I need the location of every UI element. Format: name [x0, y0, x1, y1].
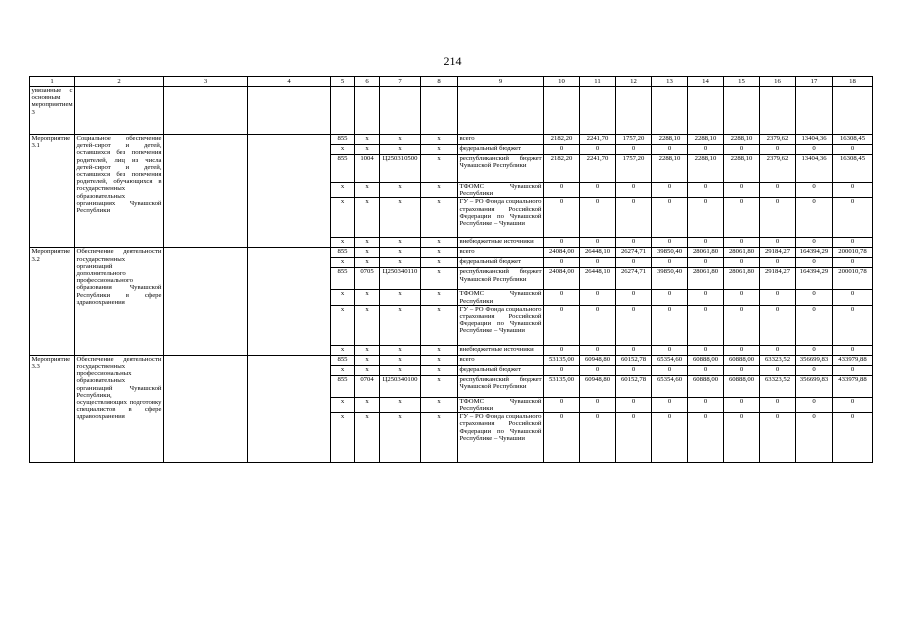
amount-cell: 0	[724, 413, 760, 463]
amount-cell: 0	[652, 238, 688, 248]
amount-cell: 0	[652, 290, 688, 305]
empty-cell	[164, 355, 248, 462]
amount-cell: 0	[760, 258, 796, 268]
amount-cell: 0	[580, 290, 616, 305]
target-article-code: x	[380, 397, 421, 412]
amount-cell: 0	[616, 413, 652, 463]
amount-cell: 0	[724, 238, 760, 248]
funding-source: ТФОМС Чувашской Республики	[459, 397, 542, 413]
grbs-code: 855	[331, 375, 355, 397]
amount-cell: 0	[724, 290, 760, 305]
expense-type-code: x	[421, 248, 458, 258]
budget-table	[29, 76, 873, 463]
amount-cell: 0	[796, 413, 833, 463]
funding-source: федеральный бюджет	[458, 258, 544, 268]
amount-cell: 0	[796, 183, 833, 198]
amount-cell: 0	[616, 345, 652, 355]
expense-type-code: x	[421, 183, 458, 198]
amount-cell: 0	[688, 345, 724, 355]
column-header: 2	[75, 77, 164, 87]
amount-cell: 2288,10	[724, 135, 760, 145]
amount-cell: 28061,80	[724, 268, 760, 290]
column-header: 1	[30, 77, 75, 87]
table-row	[30, 135, 873, 145]
expense-type-code: x	[421, 198, 458, 238]
amount-cell: 0	[616, 258, 652, 268]
expense-type-code: x	[421, 238, 458, 248]
column-header: 16	[760, 77, 796, 87]
amount-cell: 0	[724, 145, 760, 155]
column-header: 15	[724, 77, 760, 87]
amount-cell: 356699,83	[796, 355, 833, 365]
amount-cell: 0	[833, 345, 873, 355]
amount-cell: 60888,00	[724, 355, 760, 365]
expense-type-code: x	[421, 155, 458, 183]
amount-cell: 0	[652, 365, 688, 375]
expense-type-code: x	[421, 355, 458, 365]
funding-source: внебюджетные источники	[458, 345, 544, 355]
amount-cell: 433979,88	[833, 355, 873, 365]
amount-cell: 2288,10	[688, 135, 724, 145]
amount-cell: 0	[544, 413, 580, 463]
amount-cell: 60152,78	[616, 375, 652, 397]
amount-cell: 1757,20	[616, 135, 652, 145]
target-article-code: Ц250340110	[380, 268, 421, 290]
section-code: x	[355, 397, 380, 412]
expense-type-code: x	[421, 145, 458, 155]
amount-cell: 0	[544, 345, 580, 355]
column-header: 11	[580, 77, 616, 87]
target-article-code: x	[380, 305, 421, 345]
amount-cell: 0	[616, 290, 652, 305]
funding-source: всего	[458, 248, 544, 258]
amount-cell: 60888,00	[724, 375, 760, 397]
amount-cell: 164394,29	[796, 268, 833, 290]
amount-cell: 26274,71	[616, 248, 652, 258]
amount-cell: 0	[760, 183, 796, 198]
funding-source: ГУ – РО Фонда социального страхования Российской Федерации по Чувашской Республике – Чувашии	[458, 198, 544, 238]
column-header: 17	[796, 77, 833, 87]
amount-cell: 0	[760, 413, 796, 463]
amount-cell: 0	[652, 258, 688, 268]
amount-cell: 0	[688, 238, 724, 248]
amount-cell: 0	[544, 183, 580, 198]
amount-cell: 0	[652, 305, 688, 345]
target-article-code: x	[380, 145, 421, 155]
funding-source: ГУ – РО Фонда социального страхования Российской Федерации по Чувашской Республике – Чувашии	[458, 413, 544, 463]
amount-cell: 0	[688, 290, 724, 305]
amount-cell: 0	[833, 413, 873, 463]
amount-cell: 16308,45	[833, 135, 873, 145]
amount-cell: 0	[760, 365, 796, 375]
amount-cell: 2241,70	[580, 155, 616, 183]
amount-cell: 2288,10	[724, 155, 760, 183]
amount-cell: 26448,10	[580, 248, 616, 258]
amount-cell: 0	[580, 397, 616, 412]
amount-cell: 16308,45	[833, 155, 873, 183]
empty-cell	[248, 355, 331, 462]
measure-description: Социальное обеспечение детей-сирот и детей, оставшихся без попечения родителей, лиц из числа детей-сирот и детей, оставшихся без попечения родителей, обучающихся в государственных образовательных организациях Чувашской Республики	[75, 135, 164, 248]
amount-cell: 0	[652, 183, 688, 198]
expense-type-code: x	[421, 135, 458, 145]
amount-cell: 24084,00	[544, 268, 580, 290]
amount-cell: 0	[688, 183, 724, 198]
amount-cell: 0	[796, 258, 833, 268]
column-header: 4	[248, 77, 331, 87]
target-article-code: x	[380, 198, 421, 238]
measure-description: Обеспечение деятельности государственных профессиональных образовательных организаций Чувашской Республики, осуществляющих подготовку специалистов в сфере здравоохранения	[75, 355, 164, 462]
column-header: 6	[355, 77, 380, 87]
amount-cell: 0	[760, 198, 796, 238]
grbs-code: x	[331, 290, 355, 305]
column-header: 5	[331, 77, 355, 87]
column-header: 18	[833, 77, 873, 87]
grbs-code: x	[331, 145, 355, 155]
funding-source: республиканский бюджет Чувашской Республики	[458, 375, 544, 397]
section-code: x	[355, 365, 380, 375]
amount-cell: 0	[796, 290, 833, 305]
grbs-code: 855	[331, 355, 355, 365]
section-code: x	[355, 198, 380, 238]
amount-cell: 53135,00	[544, 355, 580, 365]
column-header: 7	[380, 77, 421, 87]
amount-cell: 0	[688, 198, 724, 238]
amount-cell: 0	[580, 183, 616, 198]
grbs-code: x	[331, 397, 355, 412]
amount-cell: 60888,00	[688, 355, 724, 365]
section-code: x	[355, 355, 380, 365]
expense-type-code: x	[421, 365, 458, 375]
amount-cell: 0	[833, 145, 873, 155]
target-article-code: Ц250310500	[380, 155, 421, 183]
section-code: x	[355, 413, 380, 463]
amount-cell: 0	[580, 413, 616, 463]
target-article-code: x	[380, 365, 421, 375]
amount-cell: 0	[796, 305, 833, 345]
amount-cell: 0	[580, 345, 616, 355]
amount-cell: 0	[616, 198, 652, 238]
section-code: 0705	[355, 268, 380, 290]
grbs-code: 855	[331, 268, 355, 290]
amount-cell: 39850,40	[652, 248, 688, 258]
amount-cell: 433979,88	[833, 375, 873, 397]
amount-cell: 0	[616, 183, 652, 198]
target-article-code: x	[380, 290, 421, 305]
amount-cell: 0	[544, 290, 580, 305]
amount-cell: 0	[580, 145, 616, 155]
amount-cell: 2288,10	[652, 135, 688, 145]
target-article-code: x	[380, 248, 421, 258]
empty-cell	[248, 135, 331, 248]
grbs-code: x	[331, 345, 355, 355]
amount-cell: 0	[760, 290, 796, 305]
empty-cell	[164, 135, 248, 248]
amount-cell: 0	[724, 345, 760, 355]
amount-cell: 26448,10	[580, 268, 616, 290]
funding-source: ГУ – РО Фонда социального страхования Российской Федерации по Чувашской Республике – Чувашии	[458, 305, 544, 345]
amount-cell: 28061,80	[724, 248, 760, 258]
amount-cell: 2288,10	[688, 155, 724, 183]
column-header: 8	[421, 77, 458, 87]
column-header: 12	[616, 77, 652, 87]
amount-cell: 0	[796, 198, 833, 238]
amount-cell: 65354,60	[652, 375, 688, 397]
amount-cell: 28061,80	[688, 248, 724, 258]
amount-cell: 0	[652, 345, 688, 355]
amount-cell: 29184,27	[760, 268, 796, 290]
amount-cell: 26274,71	[616, 268, 652, 290]
amount-cell: 0	[616, 238, 652, 248]
amount-cell: 13404,36	[796, 155, 833, 183]
amount-cell: 2182,20	[544, 135, 580, 145]
measure-name: Мероприятие 3.2	[30, 248, 75, 355]
amount-cell: 0	[544, 397, 580, 412]
column-header: 14	[688, 77, 724, 87]
expense-type-code: x	[421, 397, 458, 412]
funding-source: республиканский бюджет Чувашской Республики	[458, 268, 544, 290]
amount-cell: 164394,29	[796, 248, 833, 258]
amount-cell: 0	[833, 305, 873, 345]
section-code: x	[355, 248, 380, 258]
amount-cell: 60948,80	[580, 355, 616, 365]
amount-cell: 0	[724, 198, 760, 238]
amount-cell: 0	[580, 198, 616, 238]
funding-source: ТФОМС Чувашской Республики	[459, 290, 542, 305]
amount-cell: 0	[580, 365, 616, 375]
amount-cell: 0	[688, 258, 724, 268]
grbs-code: 855	[331, 248, 355, 258]
section-code: x	[355, 238, 380, 248]
amount-cell: 0	[760, 238, 796, 248]
target-article-code: x	[380, 135, 421, 145]
target-article-code: x	[380, 345, 421, 355]
amount-cell: 356699,83	[796, 375, 833, 397]
amount-cell: 0	[833, 290, 873, 305]
target-article-code: x	[380, 238, 421, 248]
amount-cell: 200010,78	[833, 248, 873, 258]
amount-cell: 0	[580, 238, 616, 248]
amount-cell: 0	[616, 145, 652, 155]
expense-type-code: x	[421, 375, 458, 397]
grbs-code: x	[331, 305, 355, 345]
section-code: x	[355, 183, 380, 198]
amount-cell: 0	[833, 365, 873, 375]
funding-source: ТФОМС Чувашской Республики	[459, 183, 542, 198]
expense-type-code: x	[421, 258, 458, 268]
amount-cell: 0	[544, 365, 580, 375]
amount-cell: 2241,70	[580, 135, 616, 145]
amount-cell: 0	[760, 145, 796, 155]
section-code: x	[355, 290, 380, 305]
target-article-code: x	[380, 183, 421, 198]
amount-cell: 0	[544, 238, 580, 248]
amount-cell: 0	[833, 397, 873, 412]
amount-cell: 0	[796, 397, 833, 412]
amount-cell: 0	[616, 397, 652, 412]
grbs-code: x	[331, 258, 355, 268]
expense-type-code: x	[421, 268, 458, 290]
amount-cell: 63323,52	[760, 355, 796, 365]
funding-source: внебюджетные источники	[458, 238, 544, 248]
amount-cell: 0	[616, 305, 652, 345]
amount-cell: 60152,78	[616, 355, 652, 365]
section-code: x	[355, 135, 380, 145]
amount-cell: 0	[688, 413, 724, 463]
amount-cell: 2379,62	[760, 135, 796, 145]
expense-type-code: x	[421, 345, 458, 355]
amount-cell: 0	[688, 305, 724, 345]
grbs-code: x	[331, 198, 355, 238]
grbs-code: x	[331, 238, 355, 248]
amount-cell: 0	[760, 305, 796, 345]
amount-cell: 24084,00	[544, 248, 580, 258]
funding-source: всего	[458, 355, 544, 365]
amount-cell: 0	[760, 345, 796, 355]
amount-cell: 0	[580, 258, 616, 268]
amount-cell: 0	[616, 365, 652, 375]
target-article-code: x	[380, 355, 421, 365]
amount-cell: 0	[652, 397, 688, 412]
grbs-code: x	[331, 183, 355, 198]
amount-cell: 53135,00	[544, 375, 580, 397]
amount-cell: 0	[652, 198, 688, 238]
target-article-code: x	[380, 413, 421, 463]
amount-cell: 0	[688, 397, 724, 412]
amount-cell: 65354,60	[652, 355, 688, 365]
amount-cell: 0	[544, 198, 580, 238]
page-number: 214	[443, 54, 462, 68]
amount-cell: 2379,62	[760, 155, 796, 183]
amount-cell: 28061,80	[688, 268, 724, 290]
column-number-row	[30, 77, 873, 87]
grbs-code: x	[331, 413, 355, 463]
amount-cell: 0	[724, 183, 760, 198]
amount-cell: 0	[760, 397, 796, 412]
column-header: 10	[544, 77, 580, 87]
amount-cell: 60948,80	[580, 375, 616, 397]
amount-cell: 29184,27	[760, 248, 796, 258]
column-header: 3	[164, 77, 248, 87]
expense-type-code: x	[421, 290, 458, 305]
table-row	[30, 355, 873, 365]
table-row	[30, 248, 873, 258]
amount-cell: 1757,20	[616, 155, 652, 183]
amount-cell: 13404,36	[796, 135, 833, 145]
amount-cell: 0	[544, 145, 580, 155]
amount-cell: 0	[724, 258, 760, 268]
empty-cell	[248, 248, 331, 355]
measure-name: Мероприятие 3.1	[30, 135, 75, 248]
amount-cell: 39850,40	[652, 268, 688, 290]
column-header: 9	[458, 77, 544, 87]
amount-cell: 0	[796, 238, 833, 248]
section-code: x	[355, 305, 380, 345]
intro-row	[30, 87, 873, 135]
amount-cell: 200010,78	[833, 268, 873, 290]
amount-cell: 0	[796, 365, 833, 375]
amount-cell: 0	[580, 305, 616, 345]
column-header: 13	[652, 77, 688, 87]
amount-cell: 0	[833, 183, 873, 198]
expense-type-code: x	[421, 305, 458, 345]
amount-cell: 2182,20	[544, 155, 580, 183]
target-article-code: Ц250340100	[380, 375, 421, 397]
grbs-code: x	[331, 365, 355, 375]
measure-name: Мероприятие 3.3	[30, 355, 75, 462]
section-code: x	[355, 258, 380, 268]
grbs-code: 855	[331, 135, 355, 145]
amount-cell: 0	[544, 305, 580, 345]
amount-cell: 0	[833, 238, 873, 248]
amount-cell: 0	[796, 345, 833, 355]
amount-cell: 0	[833, 198, 873, 238]
amount-cell: 0	[724, 305, 760, 345]
funding-source: республиканский бюджет Чувашской Республики	[458, 155, 544, 183]
amount-cell: 0	[688, 145, 724, 155]
intro-text: увязанные с основным мероприятием 3	[30, 87, 75, 135]
target-article-code: x	[380, 258, 421, 268]
amount-cell: 63323,52	[760, 375, 796, 397]
amount-cell: 0	[724, 397, 760, 412]
amount-cell: 2288,10	[652, 155, 688, 183]
amount-cell: 0	[652, 413, 688, 463]
section-code: 1004	[355, 155, 380, 183]
measure-description: Обеспечение деятельности государственных организаций дополнительного профессионального образования Чувашской Республики в сфере здравоохранения	[75, 248, 164, 355]
section-code: x	[355, 345, 380, 355]
funding-source: федеральный бюджет	[458, 365, 544, 375]
amount-cell: 0	[833, 258, 873, 268]
grbs-code: 855	[331, 155, 355, 183]
empty-cell	[164, 248, 248, 355]
section-code: x	[355, 145, 380, 155]
amount-cell: 0	[652, 145, 688, 155]
amount-cell: 60888,00	[688, 375, 724, 397]
section-code: 0704	[355, 375, 380, 397]
funding-source: всего	[458, 135, 544, 145]
amount-cell: 0	[796, 145, 833, 155]
amount-cell: 0	[724, 365, 760, 375]
amount-cell: 0	[544, 258, 580, 268]
funding-source: федеральный бюджет	[458, 145, 544, 155]
amount-cell: 0	[688, 365, 724, 375]
expense-type-code: x	[421, 413, 458, 463]
